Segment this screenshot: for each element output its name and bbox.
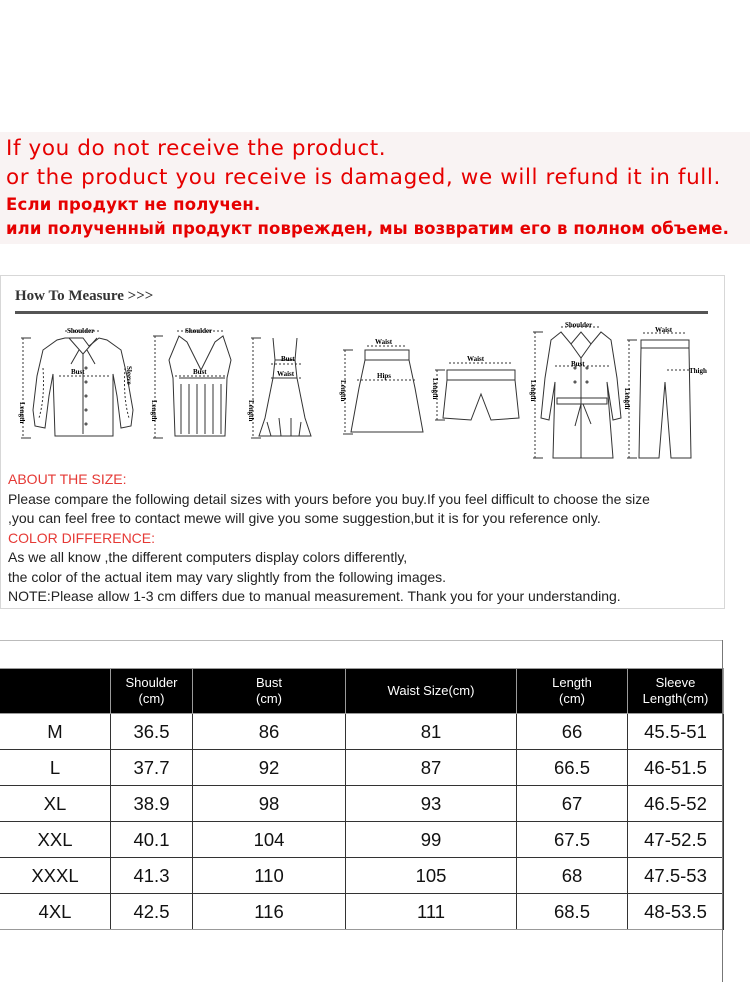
sleeve-cell: 46-51.5 (628, 750, 724, 786)
shoulder-cell: 42.5 (111, 894, 193, 930)
sleeve-cell: 47-52.5 (628, 822, 724, 858)
pants-figure (627, 333, 691, 458)
length-cell: 67.5 (517, 822, 628, 858)
size-cell: XXL (0, 822, 111, 858)
table-row (0, 822, 724, 858)
coat-length-label: Length (529, 380, 537, 402)
table-right-rule (722, 640, 723, 982)
cami-length-label: Length (247, 400, 255, 422)
bust-cell: 86 (193, 714, 346, 750)
table-row (0, 894, 724, 930)
table-bottom-rule (0, 929, 723, 930)
header-sleeve-length: Sleeve Length(cm) (628, 669, 724, 714)
table-row (0, 714, 724, 750)
refund-notice (0, 132, 750, 244)
pants-length-label: Length (623, 388, 631, 410)
bust-cell: 92 (193, 750, 346, 786)
size-table-header-row (0, 669, 724, 714)
length-cell: 66 (517, 714, 628, 750)
cami-bust-label: Bust (281, 355, 295, 363)
skirt-figure (343, 346, 423, 434)
bust-cell: 104 (193, 822, 346, 858)
trench-coat-figure (533, 327, 621, 458)
pants-waist-label: Waist (655, 326, 673, 334)
coat-bust-label: Bust (571, 360, 585, 368)
waist-cell: 81 (346, 714, 517, 750)
size-table (0, 668, 724, 930)
table-top-rule (0, 640, 723, 641)
skirt-waist-label: Waist (375, 338, 393, 346)
title-underline (15, 311, 708, 314)
shirt-figure (21, 331, 133, 438)
shirt-bust-label: Bust (71, 368, 85, 376)
size-cell: L (0, 750, 111, 786)
waist-cell: 87 (346, 750, 517, 786)
shoulder-cell: 36.5 (111, 714, 193, 750)
shoulder-cell: 38.9 (111, 786, 193, 822)
refund-notice-line-4-ru: или полученный продукт поврежден, мы возвратим его в полном объеме. (6, 219, 729, 238)
tank-top-figure (153, 331, 231, 438)
skirt-hips-label: Hips (377, 372, 392, 380)
bust-cell: 116 (193, 894, 346, 930)
tank-shoulder-label: Shoulder (185, 327, 213, 335)
header-shoulder: Shoulder (cm) (111, 669, 193, 714)
refund-notice-line-3-ru: Если продукт не получен. (6, 195, 261, 214)
color-difference-heading: COLOR DIFFERENCE: (8, 529, 156, 546)
shorts-waist-label: Waist (467, 355, 485, 363)
size-cell: XL (0, 786, 111, 822)
length-cell: 68 (517, 858, 628, 894)
shirt-sleeve-label: Sleeve (125, 366, 133, 385)
waist-cell: 93 (346, 786, 517, 822)
tank-bust-label: Bust (193, 368, 207, 376)
table-row (0, 786, 724, 822)
shoulder-cell: 37.7 (111, 750, 193, 786)
waist-cell: 99 (346, 822, 517, 858)
waist-cell: 105 (346, 858, 517, 894)
header-waist: Waist Size(cm) (346, 669, 517, 714)
waist-cell: 111 (346, 894, 517, 930)
shorts-length-label: Length (431, 378, 439, 400)
shirt-shoulder-label: Shoulder (67, 327, 95, 335)
how-to-measure-panel (0, 275, 725, 609)
about-size-heading: ABOUT THE SIZE: (8, 471, 127, 487)
skirt-length-label: Length (339, 380, 347, 402)
shorts-figure (435, 363, 519, 420)
length-cell: 68.5 (517, 894, 628, 930)
shoulder-cell: 40.1 (111, 822, 193, 858)
shirt-length-label: Length (18, 402, 26, 424)
about-size-line-1: Please compare the following detail sizes with yours before you buy.If you feel difficult to choose the size (8, 490, 650, 507)
bust-cell: 98 (193, 786, 346, 822)
measurement-figures (9, 318, 714, 466)
shoulder-cell: 41.3 (111, 858, 193, 894)
color-difference-line-2: the color of the actual item may vary slightly from the following images. (8, 568, 447, 585)
color-difference-line-1: As we all know ,the different computers display colors differently, (8, 549, 408, 565)
table-row (0, 750, 724, 786)
cami-waist-label: Waist (277, 370, 295, 378)
length-cell: 66.5 (517, 750, 628, 786)
refund-notice-line-1: If you do not receive the product. (6, 136, 387, 161)
size-cell: M (0, 714, 111, 750)
sleeve-cell: 47.5-53 (628, 858, 724, 894)
table-row (0, 858, 724, 894)
how-to-measure-title: How To Measure >>> (15, 288, 154, 304)
about-size-line-2: ,you can feel free to contact mewe will give you some suggestion,but it is for you reference only. (8, 510, 601, 526)
length-cell: 67 (517, 786, 628, 822)
bust-cell: 110 (193, 858, 346, 894)
sleeve-cell: 48-53.5 (628, 894, 724, 930)
sleeve-cell: 46.5-52 (628, 786, 724, 822)
size-cell: XXXL (0, 858, 111, 894)
coat-shoulder-label: Shoulder (565, 321, 593, 329)
measurement-note: NOTE:Please allow 1-3 cm differs due to manual measurement. Thank you for your understanding. (8, 588, 621, 604)
tank-length-label: Length (150, 400, 158, 422)
header-length: Length (cm) (517, 669, 628, 714)
sleeve-cell: 45.5-51 (628, 714, 724, 750)
size-cell: 4XL (0, 894, 111, 930)
refund-notice-line-2: or the product you receive is damaged, we will refund it in full. (6, 165, 721, 190)
pants-thigh-label: Thigh (689, 367, 707, 375)
cami-dress-figure (251, 338, 311, 438)
header-size (0, 669, 111, 714)
header-bust: Bust (cm) (193, 669, 346, 714)
